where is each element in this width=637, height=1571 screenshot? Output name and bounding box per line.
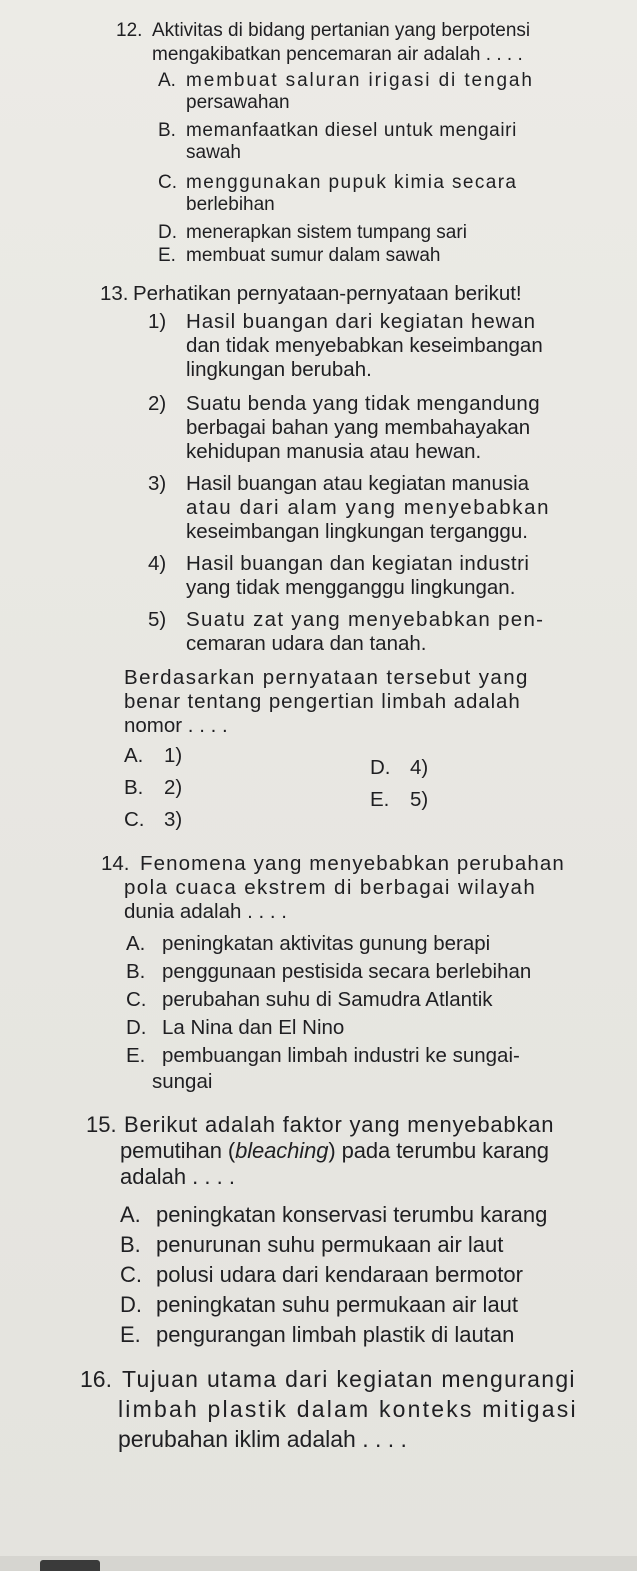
option-text: pengurangan limbah plastik di lautan xyxy=(156,1322,515,1347)
question-text: Berikut adalah faktor yang menyebabkan xyxy=(124,1112,555,1137)
statement-label: 4) xyxy=(148,552,167,575)
option-label: D. xyxy=(370,756,391,779)
option-text: membuat sumur dalam sawah xyxy=(186,245,441,266)
statement-text: atau dari alam yang menyebabkan xyxy=(186,496,551,519)
option-label: E. xyxy=(120,1322,141,1347)
question-text: Fenomena yang menyebabkan perubahan xyxy=(140,852,565,875)
option-label: A. xyxy=(126,932,146,955)
option-label: A. xyxy=(120,1202,141,1227)
option-label: C. xyxy=(158,172,177,193)
statement-text: berbagai bahan yang membahayakan xyxy=(186,416,531,439)
question-prompt: Berdasarkan pernyataan tersebut yang xyxy=(124,666,529,689)
question-text: adalah . . . . xyxy=(120,1164,235,1189)
question-number: 16. xyxy=(80,1366,112,1392)
option-text: 5) xyxy=(410,788,429,811)
statement-label: 5) xyxy=(148,608,167,631)
option-label: A. xyxy=(124,744,144,767)
statement-text: Hasil buangan atau kegiatan manusia xyxy=(186,472,530,495)
option-text: menerapkan sistem tumpang sari xyxy=(186,222,467,243)
question-number: 14. xyxy=(101,852,130,875)
option-label: C. xyxy=(120,1262,142,1287)
option-text: 1) xyxy=(164,744,183,767)
option-label: C. xyxy=(124,808,145,831)
statement-text: keseimbangan lingkungan terganggu. xyxy=(186,520,528,543)
statement-text: Suatu benda yang tidak mengandung xyxy=(186,392,541,415)
option-text: berlebihan xyxy=(186,194,275,215)
option-text: 3) xyxy=(164,808,183,831)
option-text: La Nina dan El Nino xyxy=(162,1016,345,1039)
option-label: D. xyxy=(120,1292,142,1317)
option-text: 2) xyxy=(164,776,183,799)
option-text: perubahan suhu di Samudra Atlantik xyxy=(162,988,493,1011)
statement-label: 2) xyxy=(148,392,167,415)
option-text: pembuangan limbah industri ke sungai- xyxy=(162,1044,520,1067)
option-label: E. xyxy=(370,788,390,811)
statement-label: 1) xyxy=(148,310,167,333)
option-text: peningkatan aktivitas gunung berapi xyxy=(162,932,491,955)
statement-text: dan tidak menyebabkan keseimbangan xyxy=(186,334,543,357)
option-text: membuat saluran irigasi di tengah xyxy=(186,70,534,91)
question-text: pemutihan (bleaching) pada terumbu karang xyxy=(120,1138,549,1163)
option-text: 4) xyxy=(410,756,429,779)
statement-text: Suatu zat yang menyebabkan pen- xyxy=(186,608,545,631)
statement-text: Hasil buangan dari kegiatan hewan xyxy=(186,310,536,333)
option-text: peningkatan suhu permukaan air laut xyxy=(156,1292,519,1317)
question-prompt: benar tentang pengertian limbah adalah xyxy=(124,690,521,713)
statement-text: Hasil buangan dan kegiatan industri xyxy=(186,552,530,575)
option-text: persawahan xyxy=(186,92,290,113)
option-label: D. xyxy=(158,222,177,243)
statement-text: kehidupan manusia atau hewan. xyxy=(186,440,482,463)
question-prompt: nomor . . . . xyxy=(124,714,228,737)
option-text: menggunakan pupuk kimia secara xyxy=(186,172,518,193)
question-text: mengakibatkan pencemaran air adalah . . . . xyxy=(152,44,523,65)
question-text: Perhatikan pernyataan-pernyataan berikut! xyxy=(133,282,522,305)
question-number: 12. xyxy=(116,20,143,41)
option-label: A. xyxy=(158,70,176,91)
cut-off-text-fragment xyxy=(40,1560,100,1571)
statement-label: 3) xyxy=(148,472,167,495)
option-label: C. xyxy=(126,988,147,1011)
statement-text: lingkungan berubah. xyxy=(186,358,372,381)
option-text: sungai xyxy=(152,1070,213,1093)
question-text: Aktivitas di bidang pertanian yang berpotensi xyxy=(152,20,531,41)
statement-text: cemaran udara dan tanah. xyxy=(186,632,427,655)
option-label: E. xyxy=(158,245,176,266)
option-label: E. xyxy=(126,1044,146,1067)
option-label: B. xyxy=(120,1232,141,1257)
option-text: penggunaan pestisida secara berlebihan xyxy=(162,960,532,983)
question-number: 13. xyxy=(100,282,129,305)
option-text: penurunan suhu permukaan air laut xyxy=(156,1232,504,1257)
option-label: B. xyxy=(124,776,144,799)
question-text: perubahan iklim adalah . . . . xyxy=(118,1426,407,1452)
option-text: polusi udara dari kendaraan bermotor xyxy=(156,1262,523,1287)
question-number: 15. xyxy=(86,1112,117,1137)
statement-text: yang tidak mengganggu lingkungan. xyxy=(186,576,516,599)
question-text: Tujuan utama dari kegiatan mengurangi xyxy=(122,1366,576,1392)
question-text: dunia adalah . . . . xyxy=(124,900,287,923)
option-text: memanfaatkan diesel untuk mengairi xyxy=(186,120,517,141)
option-label: B. xyxy=(158,120,176,141)
option-text: peningkatan konservasi terumbu karang xyxy=(156,1202,548,1227)
option-text: sawah xyxy=(186,142,241,163)
question-text: pola cuaca ekstrem di berbagai wilayah xyxy=(124,876,537,899)
question-text: limbah plastik dalam konteks mitigasi xyxy=(118,1396,578,1422)
option-label: B. xyxy=(126,960,146,983)
option-label: D. xyxy=(126,1016,147,1039)
